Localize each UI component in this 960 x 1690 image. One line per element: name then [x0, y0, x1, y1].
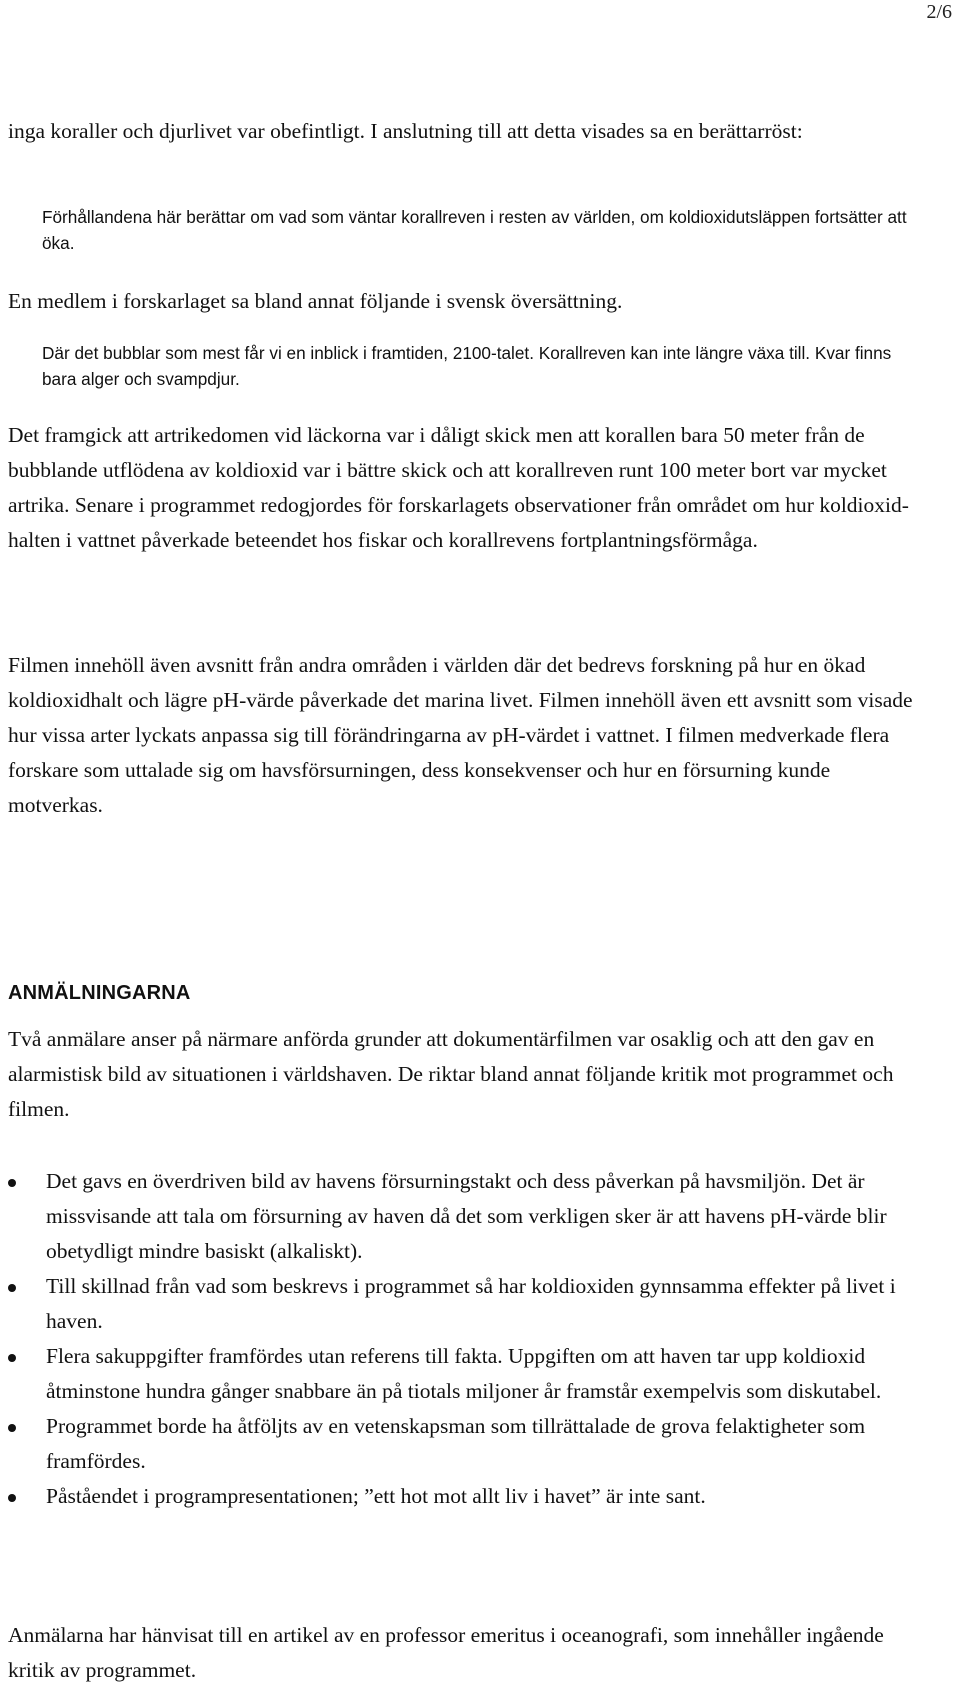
bullet-icon — [8, 1494, 16, 1502]
paragraph-article-reference: Anmälarna har hänvisat till en artikel av en professor emeritus i oceanografi, som innehåller ingående kritik av programmet. — [8, 1623, 884, 1682]
list-item-text: Det gavs en överdriven bild av havens försurningstakt och dess påverkan på havsmiljön. Det är missvisande att tala om försurning av haven då det som verkligen sker är att havens pH-värde blir obetydligt mindre basiskt (alkaliskt). — [46, 1169, 887, 1263]
list-item-text: Programmet borde ha åtföljts av en vetenskapsman som tillrättalade de grova felaktigheter som framfördes. — [46, 1414, 866, 1473]
bullet-icon — [8, 1424, 16, 1432]
list-item-text: Till skillnad från vad som beskrevs i programmet så har koldioxiden gynnsamma effekter på livet i haven. — [46, 1274, 896, 1333]
bullet-icon — [8, 1179, 16, 1187]
quote-narrator: Förhållandena här berättar om vad som väntar korallreven i resten av världen, om koldioxidutsläppen fortsätter att öka. — [42, 207, 907, 253]
list-item-text: Flera sakuppgifter framfördes utan referens till fakta. Uppgiften om att haven tar upp koldioxid åtminstone hundra gånger snabbare än på tiotals miljoner år framstår exempelvis som diskutabel. — [46, 1344, 882, 1403]
page-number: 2/6 — [926, 1, 952, 23]
paragraph-findings: Det framgick att artrikedomen vid läckorna var i dåligt skick men att korallen bara 50 meter från de bubblande utflödena av koldioxid var i bättre skick och att korallreven runt 100 meter bort var mycket artrika. Senare i programmet redogjordes för forskarlagets observationer från området om hur koldioxid-halten i vattnet påverkade beteendet hos fiskar och korallrevens fortplantningsförmåga. — [8, 423, 909, 552]
paragraph-researcher: En medlem i forskarlaget sa bland annat följande i svensk översättning. — [8, 289, 623, 313]
complaint-list — [8, 1164, 908, 1514]
paragraph-film: Filmen innehöll även avsnitt från andra områden i världen där det bedrevs forskning på hur en ökad koldioxidhalt och lägre pH-värde påverkade det marina livet. Filmen innehöll även ett avsnitt som visade hur vissa arter lyckats anpassa sig till förändringarna av pH-värdet i vattnet. I filmen medverkade flera forskare som uttalade sig om havsförsurningen, dess konsekvenser och hur en försurning kunde motverkas. — [8, 653, 913, 817]
list-item-text: Påståendet i programpresentationen; ”ett hot mot allt liv i havet” är inte sant. — [46, 1484, 706, 1508]
quote-researcher: Där det bubblar som mest får vi en inblick i framtiden, 2100-talet. Korallreven kan inte längre växa till. Kvar finns bara alger och svampdjur. — [42, 343, 892, 389]
paragraph-complainants: Två anmälare anser på närmare anförda grunder att dokumentärfilmen var osaklig och att den gav en alarmistisk bild av situationen i världshaven. De riktar bland annat följande kritik mot programmet och filmen. — [8, 1027, 894, 1121]
list-item — [8, 1164, 908, 1269]
list-item — [8, 1339, 908, 1409]
list-item — [8, 1479, 908, 1514]
section-heading: ANMÄLNINGARNA — [8, 982, 191, 1004]
list-item — [8, 1409, 908, 1479]
list-item — [8, 1269, 908, 1339]
bullet-icon — [8, 1284, 16, 1292]
bullet-icon — [8, 1354, 16, 1362]
paragraph-intro: inga koraller och djurlivet var obefintligt. I anslutning till att detta visades sa en berättarröst: — [8, 119, 803, 143]
